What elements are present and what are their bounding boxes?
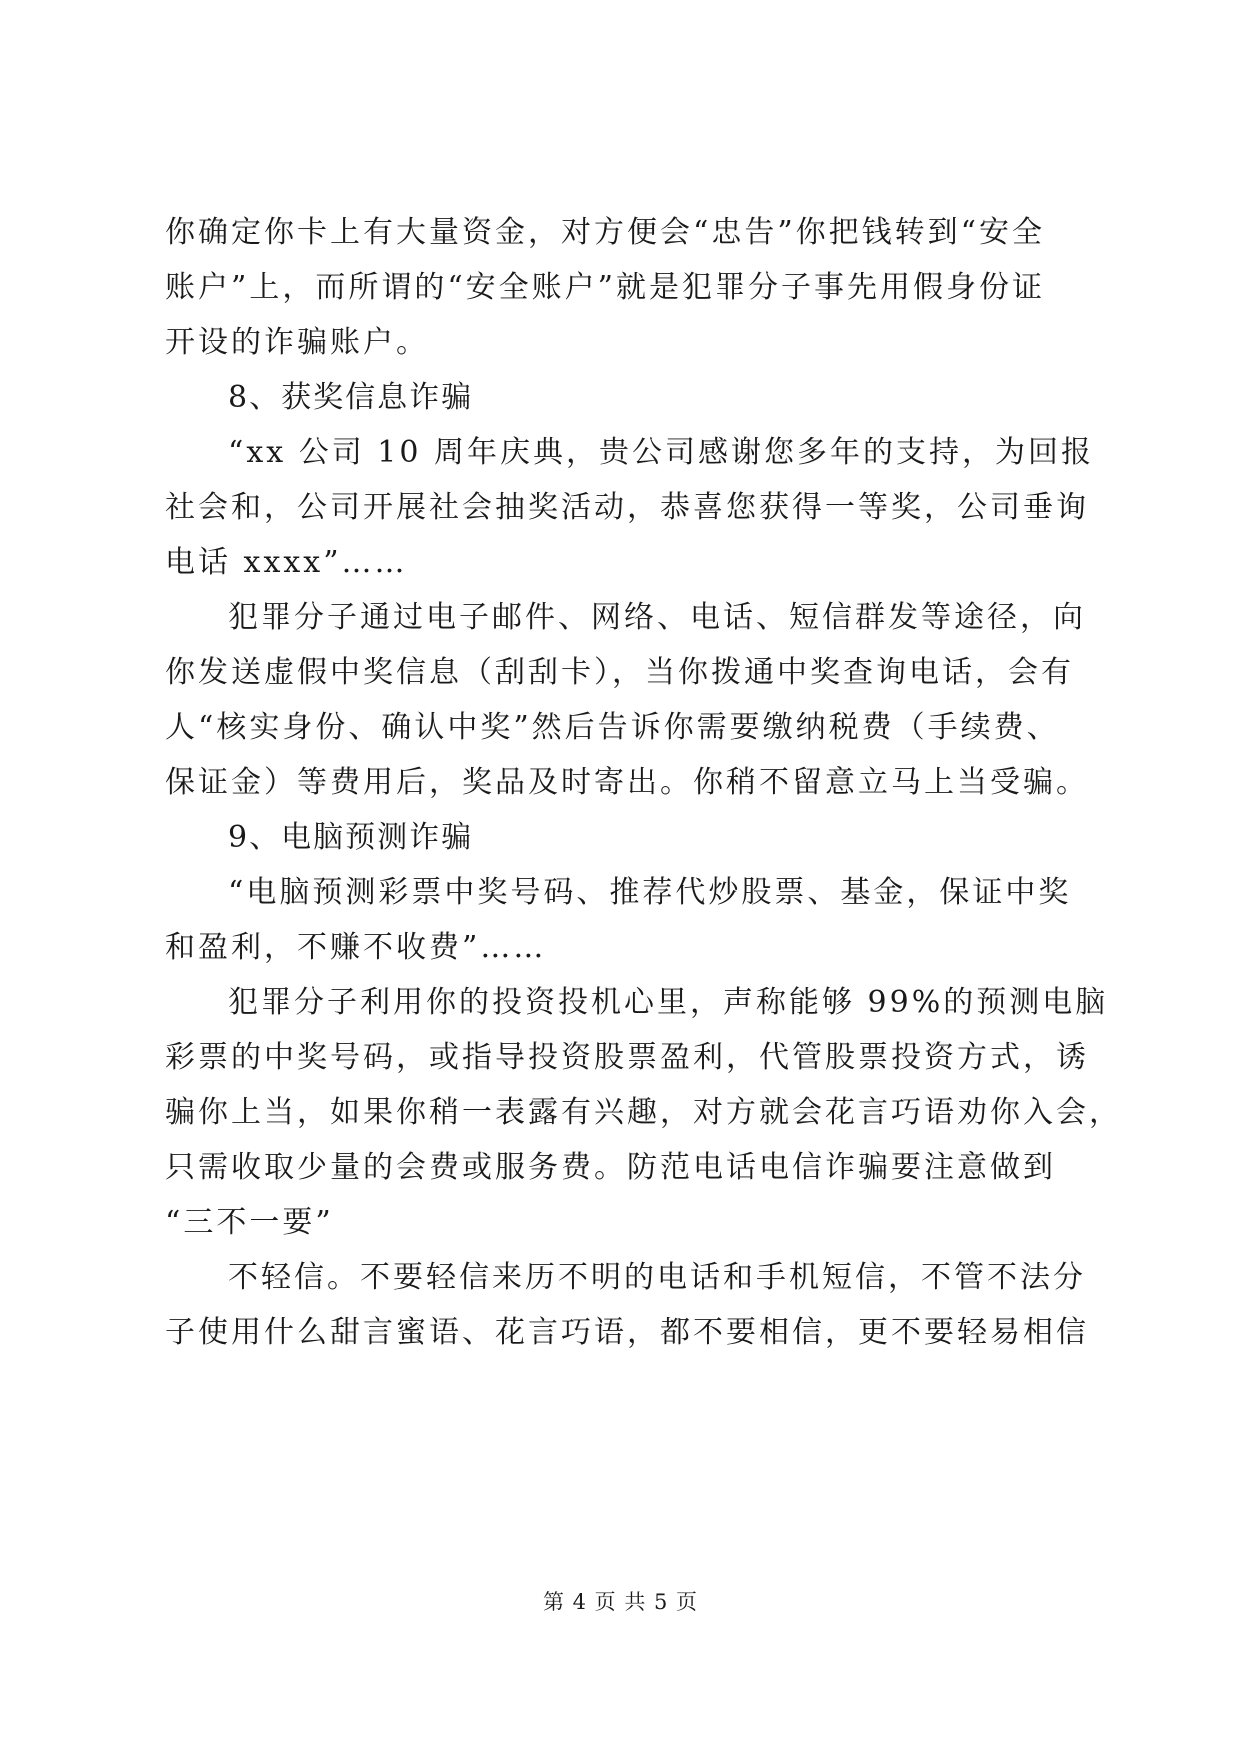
- body-line: 你发送虚假中奖信息（刮刮卡），当你拨通中奖查询电话，会有: [165, 655, 1074, 690]
- body-line: 子使用什么甜言蜜语、花言巧语，都不要相信，更不要轻易相信: [165, 1315, 1089, 1350]
- body-line: 犯罪分子通过电子邮件、网络、电话、短信群发等途径，向: [228, 600, 1086, 635]
- body-line: “三不一要”: [165, 1205, 334, 1240]
- body-line: 开设的诈骗账户。: [165, 325, 429, 360]
- body-line: 不轻信。不要轻信来历不明的电话和手机短信，不管不法分: [228, 1260, 1086, 1295]
- body-line: 骗你上当，如果你稍一表露有兴趣，对方就会花言巧语劝你入会，: [165, 1095, 1122, 1130]
- body-line: 只需收取少量的会费或服务费。防范电话电信诈骗要注意做到: [165, 1150, 1056, 1185]
- body-line: 保证金）等费用后，奖品及时寄出。你稍不留意立马上当受骗。: [165, 765, 1089, 800]
- section-heading: 9、电脑预测诈骗: [228, 820, 474, 855]
- body-line: 犯罪分子利用你的投资投机心里，声称能够 99%的预测电脑: [228, 985, 1109, 1020]
- body-line: 和盈利，不赚不收费”……: [165, 930, 547, 965]
- body-line: “电脑预测彩票中奖号码、推荐代炒股票、基金，保证中奖: [228, 875, 1072, 910]
- body-line: 账户”上，而所谓的“安全账户”就是犯罪分子事先用假身份证: [165, 270, 1046, 305]
- body-line: 你确定你卡上有大量资金，对方便会“忠告”你把钱转到“安全: [165, 215, 1046, 250]
- section-heading: 8、获奖信息诈骗: [228, 380, 474, 415]
- body-line: 彩票的中奖号码，或指导投资股票盈利，代管股票投资方式，诱: [165, 1040, 1089, 1075]
- body-line: 社会和，公司开展社会抽奖活动，恭喜您获得一等奖，公司垂询: [165, 490, 1089, 525]
- page-footer: 第 4 页 共 5 页: [542, 1590, 699, 1614]
- body-line: “xx 公司 10 周年庆典，贵公司感谢您多年的支持，为回报: [228, 435, 1094, 470]
- body-line: 电话 xxxx”……: [165, 545, 408, 580]
- body-line: 人“核实身份、确认中奖”然后告诉你需要缴纳税费（手续费、: [165, 710, 1060, 745]
